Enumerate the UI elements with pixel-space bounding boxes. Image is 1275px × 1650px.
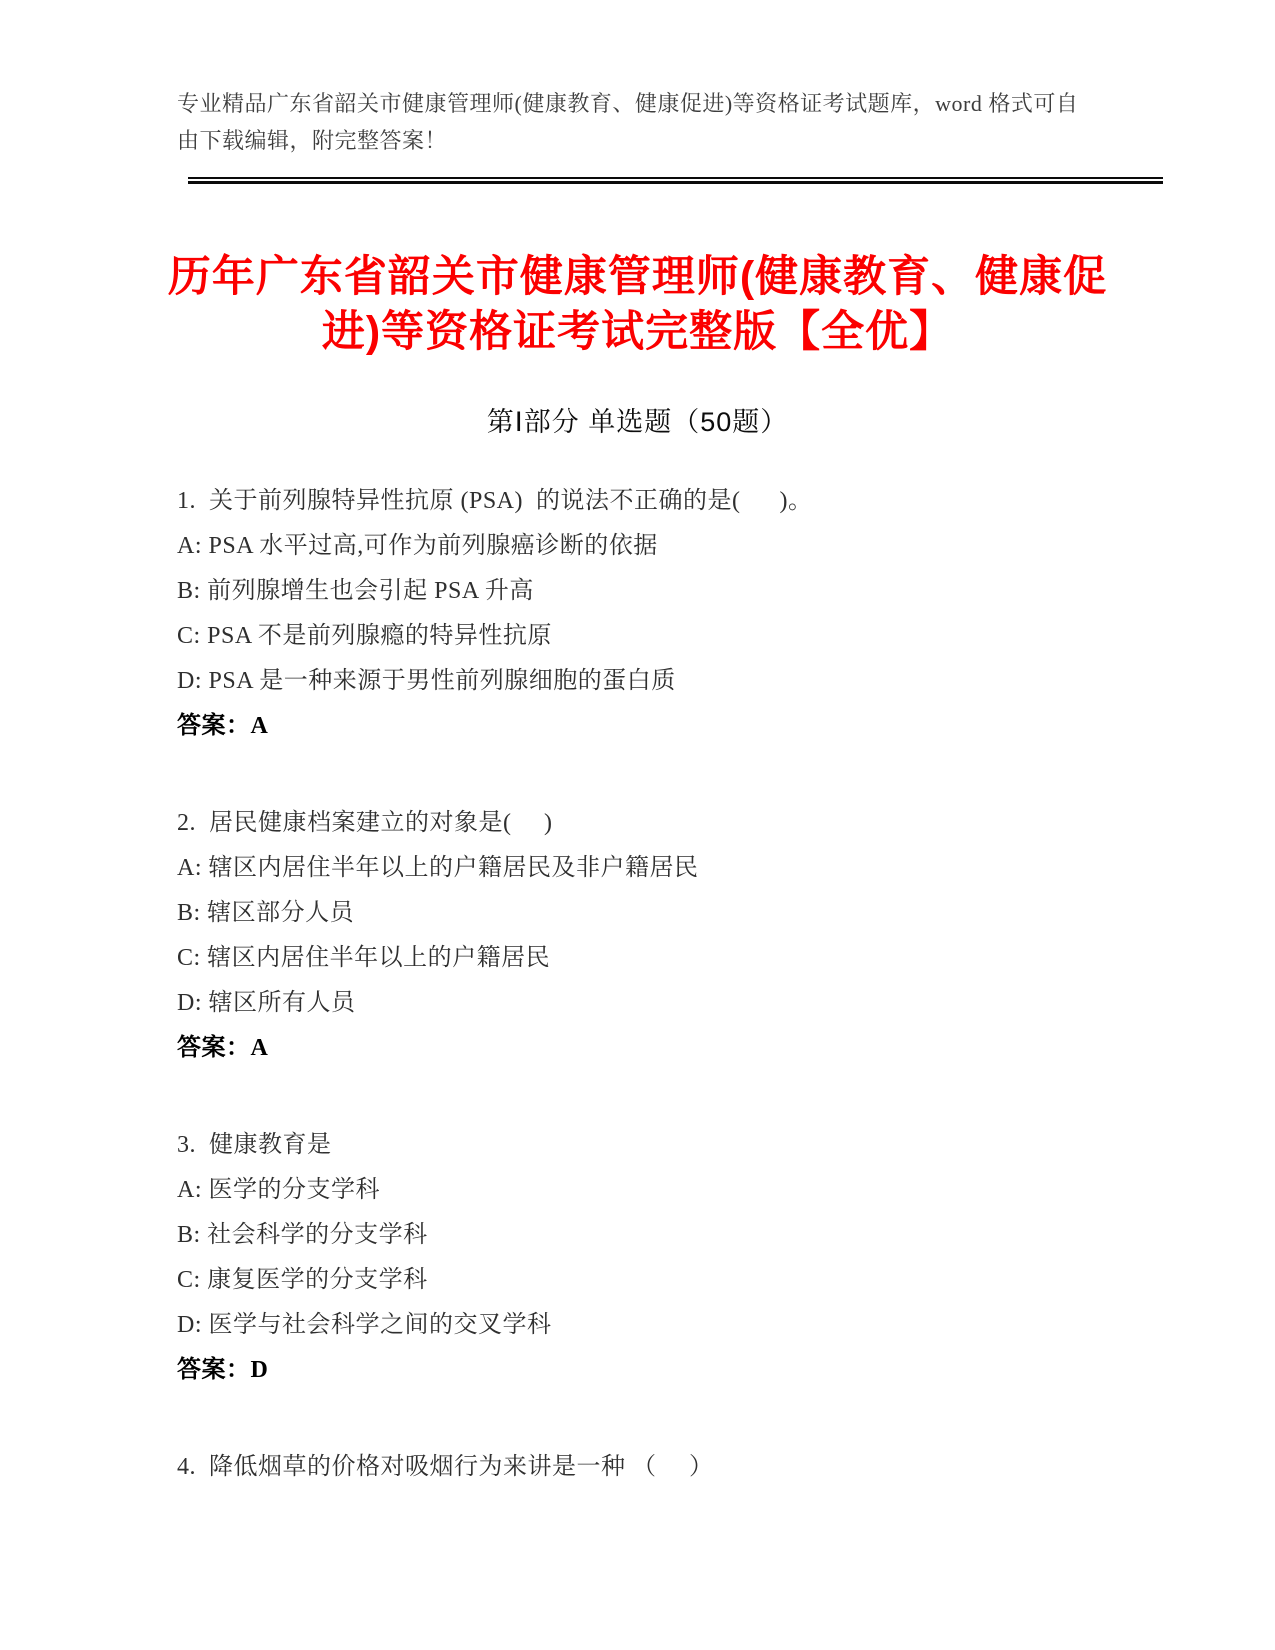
question-option-d: D: 医学与社会科学之间的交叉学科 — [177, 1312, 552, 1338]
section-heading: 第Ⅰ部分 单选题（50题） — [486, 407, 789, 438]
question-answer: 答案：A — [177, 1035, 269, 1061]
question-block-3 — [177, 1123, 1107, 1393]
question-option-d: D: 辖区所有人员 — [177, 990, 356, 1016]
document-title: 历年广东省韶关市健康管理师(健康教育、健康促进)等资格证考试完整版【全优】 — [167, 252, 1108, 356]
question-text: 3. 健康教育是 — [177, 1132, 332, 1158]
question-block-2 — [177, 801, 1107, 1071]
question-option-b: B: 社会科学的分支学科 — [177, 1222, 428, 1248]
question-option-a: A: PSA 水平过高,可作为前列腺癌诊断的依据 — [177, 533, 658, 559]
question-text: 2. 居民健康档案建立的对象是( ) — [177, 810, 553, 836]
question-answer: 答案：D — [177, 1357, 269, 1383]
question-option-d: D: PSA 是一种来源于男性前列腺细胞的蛋白质 — [177, 668, 676, 694]
question-option-c: C: PSA 不是前列腺瘾的特异性抗原 — [177, 623, 552, 649]
question-block-4 — [177, 1445, 1107, 1490]
question-text: 1. 关于前列腺特异性抗原 (PSA) 的说法不正确的是( )。 — [177, 488, 813, 514]
question-option-b: B: 辖区部分人员 — [177, 900, 355, 926]
question-option-a: A: 医学的分支学科 — [177, 1177, 380, 1203]
question-option-c: C: 康复医学的分支学科 — [177, 1267, 428, 1293]
question-text: 4. 降低烟草的价格对吸烟行为来讲是一种 （ ） — [177, 1454, 714, 1480]
question-answer: 答案：A — [177, 713, 269, 739]
question-option-c: C: 辖区内居住半年以上的户籍居民 — [177, 945, 551, 971]
question-block-1 — [177, 479, 1107, 749]
question-option-a: A: 辖区内居住半年以上的户籍居民及非户籍居民 — [177, 855, 699, 881]
header-note: 专业精品广东省韶关市健康管理师(健康教育、健康促进)等资格证考试题库，word 格式可自由下载编辑，附完整答案！ — [177, 91, 1079, 153]
question-option-b: B: 前列腺增生也会引起 PSA 升高 — [177, 578, 534, 604]
header-divider-rule — [188, 177, 1163, 184]
question-list — [177, 479, 1107, 1542]
